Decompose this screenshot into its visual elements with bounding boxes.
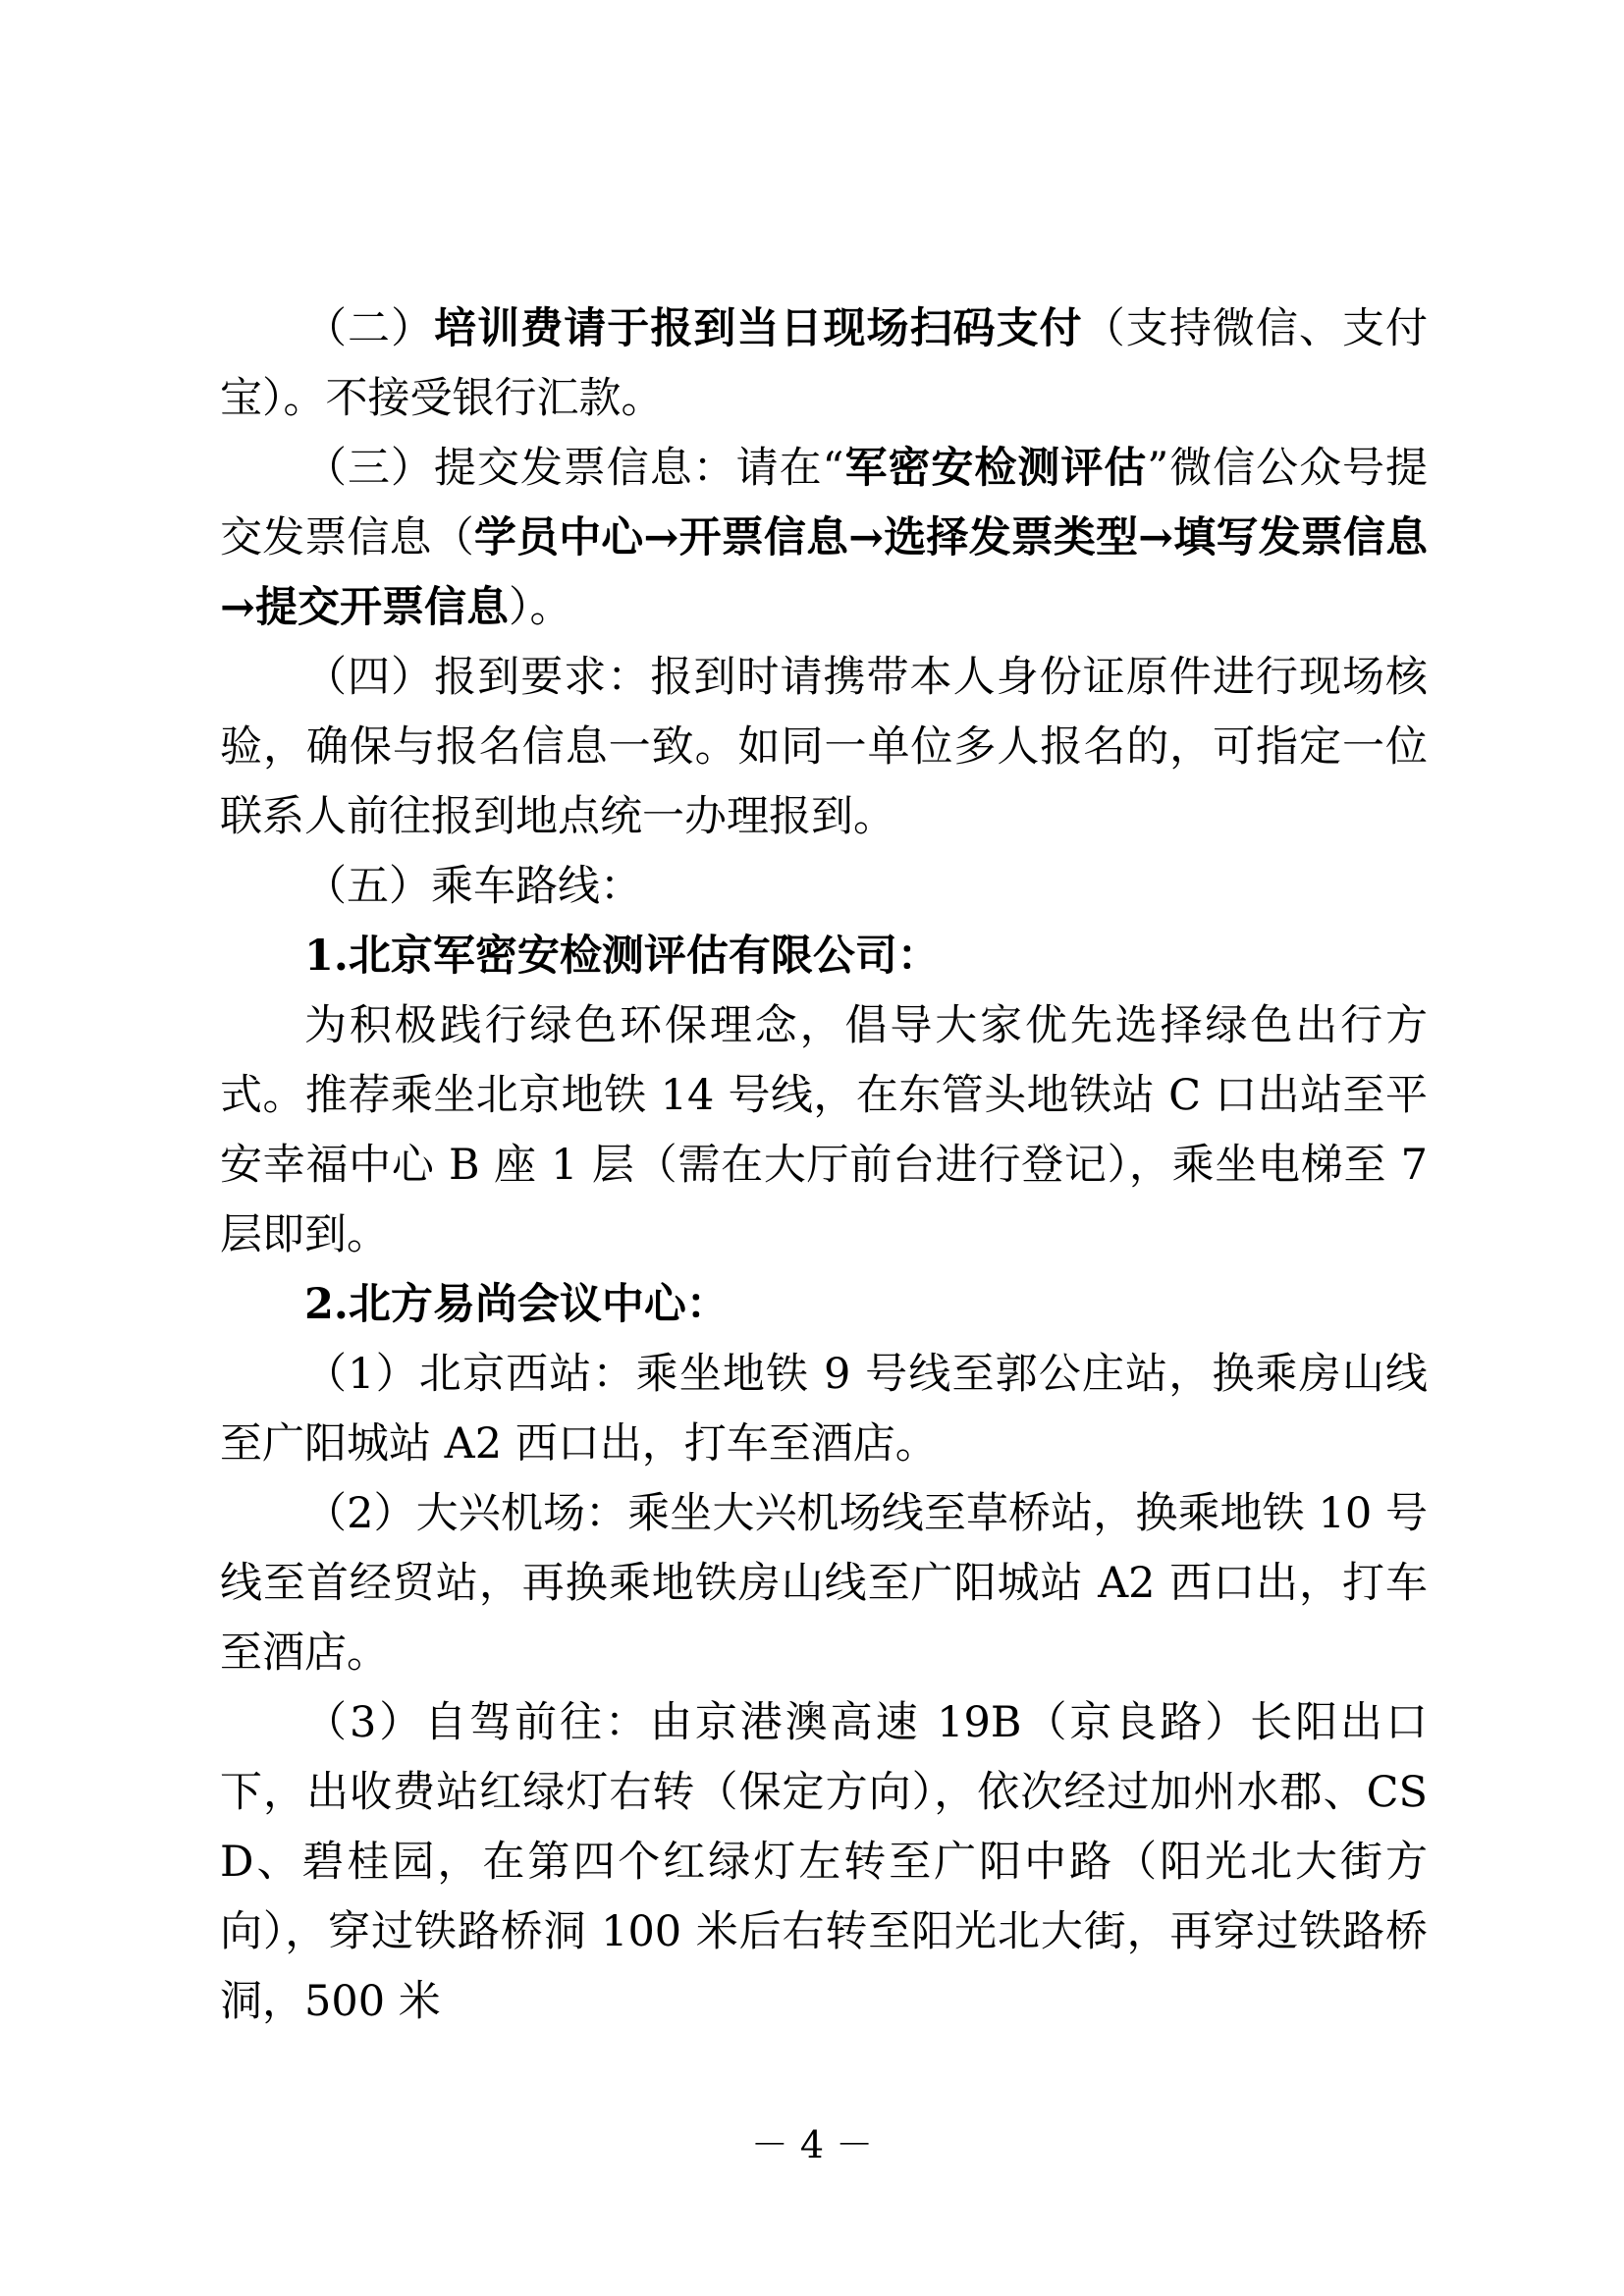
heading-conference-center: 2.北方易尚会议中心： [304, 1280, 729, 1329]
paragraph-invoice-steps: 学员中心→开票信息→选择发票类型→填写发票信息→提交开票信息 [220, 513, 1429, 632]
paragraph-daxing-airport: （2）大兴机场：乘坐大兴机场线至草桥站，换乘地铁 10 号线至首经贸站，再换乘地铁房山线至广阳城站 A2 西口出，打车至酒店。 [220, 1489, 1428, 1678]
paragraph-checkin: （四）报到要求：报到时请携带本人身份证原件进行现场核验，确保与报名信息一致。如同一单位多人报名的，可指定一位联系人前往报到地点统一办理报到。 [220, 653, 1428, 841]
paragraph-company-route: 为积极践行绿色环保理念，倡导大家优先选择绿色出行方式。推荐乘坐北京地铁 14 号线，在东管头地铁站 C 口出站至平安幸福中心 B 座 1 层（需在大厅前台进行登记），乘坐电梯至 7 层即到。 [220, 1001, 1428, 1259]
paragraph-routes-heading: （五）乘车路线： [304, 862, 642, 911]
paragraph-invoice [220, 434, 1428, 643]
paragraph-invoice-middle: ”微信公众号提交发票信息（ [220, 444, 1429, 562]
paragraph-payment-suffix: （支持微信、支付宝）。不接受银行汇款。 [220, 304, 1429, 423]
paragraph-payment-prefix: （二） [304, 304, 435, 353]
document-body [220, 294, 1428, 2037]
paragraph-payment-bold: 培训费请于报到当日现场扫码支付 [434, 304, 1083, 353]
paragraph-invoice-suffix: ）。 [509, 583, 572, 632]
paragraph-self-drive: （3）自驾前往：由京港澳高速 19B（京良路）长阳出口下，出收费站红绿灯右转（保定方向），依次经过加州水郡、CSD、碧桂园，在第四个红绿灯左转至广阳中路（阳光北大街方向），穿过铁路桥洞 100 米后右转至阳光北大街，再穿过铁路桥洞，500 米 [220, 1698, 1428, 2026]
page-number: － 4 － [750, 2123, 874, 2166]
paragraph-payment [220, 294, 1428, 434]
paragraph-invoice-account: 军密安检测评估 [843, 444, 1148, 493]
paragraph-invoice-prefix: （三）提交发票信息：请在“ [304, 444, 844, 493]
heading-company: 1.北京军密安检测评估有限公司： [304, 932, 940, 981]
paragraph-west-station: （1）北京西站：乘坐地铁 9 号线至郭公庄站，换乘房山线至广阳城站 A2 西口出，打车至酒店。 [220, 1350, 1428, 1468]
